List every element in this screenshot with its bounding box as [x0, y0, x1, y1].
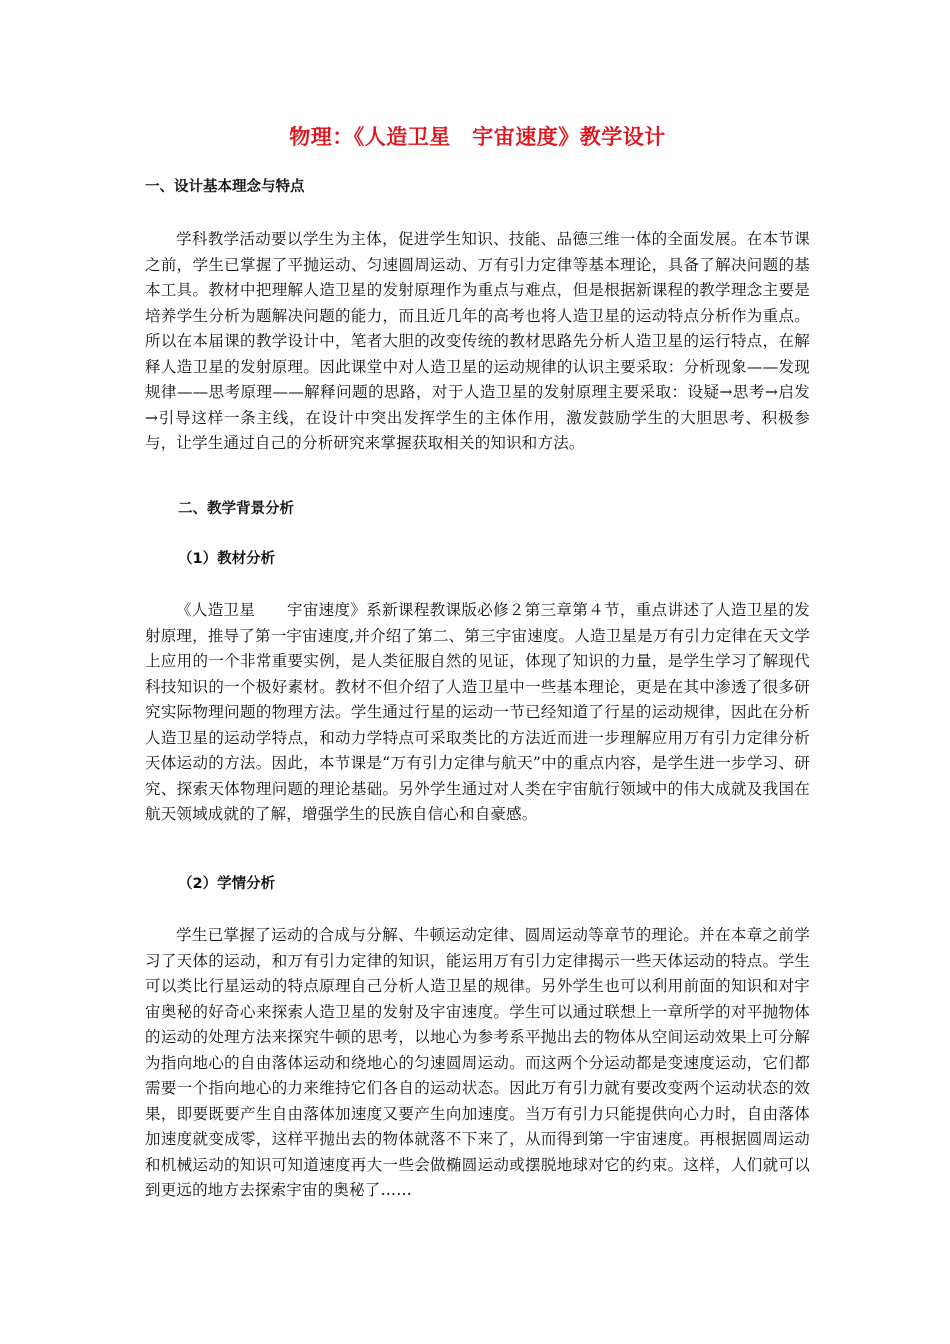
- section-heading-design-concept: 一、设计基本理念与特点: [145, 179, 305, 195]
- document-title: 物理：《人造卫星 宇宙速度》教学设计: [289, 125, 666, 149]
- paragraph-design-concept: 学科教学活动要以学生为主体，促进学生知识、技能、品德三维一体的全面发展。在本节课之前，学生已掌握了平抛运动、匀速圆周运动、万有引力定律等基本理论，具备了解决问题的基本工具。教材中把理解人造卫星的发射原理作为重点与难点，但是根据新课程的教学理念主要是培养学生分析为题解决问题的能力，而且近几年的高考也将人造卫星的运动特点分析作为重点。所以在本届课的教学设计中，笔者大胆的改变传统的教材思路先分析人造卫星的运行特点，在解释人造卫星的发射原理。因此课堂中对人造卫星的运动规律的认识主要采取：分析现象——发现规律——思考原理——解释问题的思路，对于人造卫星的发射原理主要采取：设疑→思考→启发→引导这样一条主线，在设计中突出发挥学生的主体作用，激发鼓励学生的大胆思考、积极参与，让学生通过自己的分析研究来掌握获取相关的知识和方法。: [145, 230, 810, 452]
- subsection-heading-textbook-analysis: （1）教材分析: [178, 551, 276, 567]
- section-heading-background-analysis: 二、教学背景分析: [178, 501, 294, 517]
- paragraph-student-analysis: 学生已掌握了运动的合成与分解、牛顿运动定律、圆周运动等章节的理论。并在本章之前学习了天体的运动，和万有引力定律的知识，能运用万有引力定律揭示一些天体运动的特点。学生可以类比行星运动的特点原理自己分析人造卫星的规律。另外学生也可以利用前面的知识和对宇宙奥秘的好奇心来探索人造卫星的发射及宇宙速度。学生可以通过联想上一章所学的对平抛物体的运动的处理方法来探究牛顿的思考，以地心为参考系平抛出去的物体从空间运动效果上可分解为指向地心的自由落体运动和绕地心的匀速圆周运动。而这两个分运动都是变速度运动，它们都需要一个指向地心的力来维持它们各自的运动状态。因此万有引力就有要改变两个运动状态的效果，即要既要产生自由落体加速度又要产生向加速度。当万有引力只能提供向心力时，自由落体加速度就变成零，这样平抛出去的物体就落不下来了，从而得到第一宇宙速度。再根据圆周运动和机械运动的知识可知道速度再大一些会做椭圆运动或摆脱地球对它的约束。这样，人们就可以到更远的地方去探索宇宙的奥秘了……: [145, 926, 810, 1199]
- paragraph-textbook-analysis: 《人造卫星 宇宙速度》系新课程教课版必修２第三章第４节，重点讲述了人造卫星的发射原理，推导了第一宇宙速度,并介绍了第二、第三宇宙速度。人造卫星是万有引力定律在天文学上应用的一个非常重要实例，是人类征服自然的见证，体现了知识的力量，是学生学习了解现代科技知识的一个极好素材。教材不但介绍了人造卫星中一些基本理论，更是在其中渗透了很多研究实际物理问题的物理方法。学生通过行星的运动一节已经知道了行星的运动规律，因此在分析人造卫星的运动学特点，和动力学特点可采取类比的方法近而进一步理解应用万有引力定律分析天体运动的方法。因此，本节课是“万有引力定律与航天”中的重点内容，是学生进一步学习、研究、探索天体物理问题的理论基础。另外学生通过对人类在宇宙航行领域中的伟大成就及我国在航天领域成就的了解，增强学生的民族自信心和自豪感。: [145, 601, 810, 823]
- subsection-heading-student-analysis: （2）学情分析: [178, 876, 276, 892]
